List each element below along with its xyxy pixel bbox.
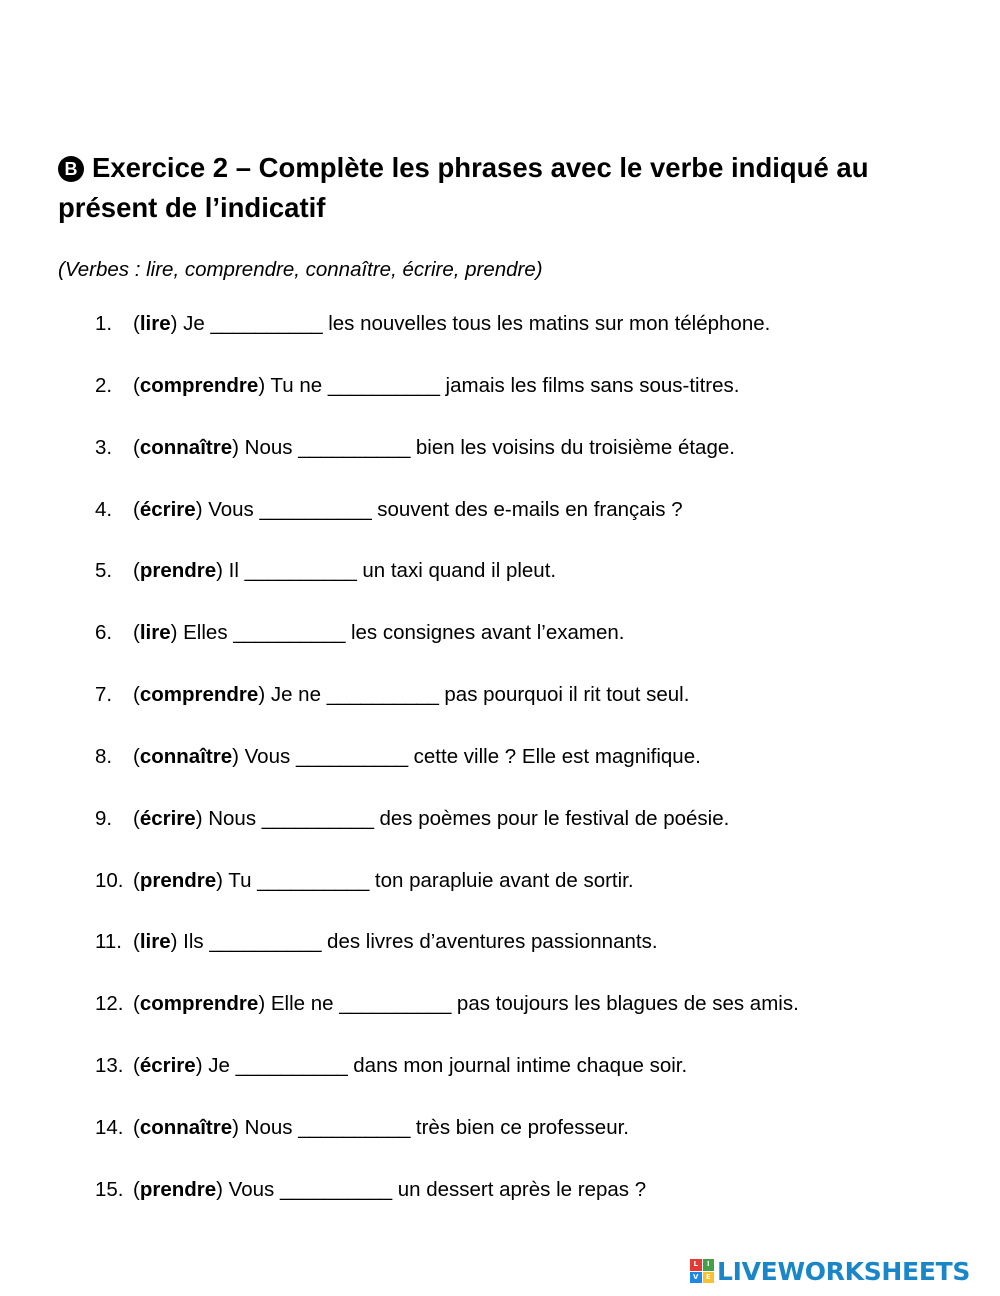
item-subject: Nous [238,1115,299,1139]
exercise-title-text: Exercice 2 – Complète les phrases avec le verbe indiqué au présent de l’indicatif [58,152,869,223]
item-rest: les consignes avant l’examen. [345,621,625,645]
item-sentence: (connaître) Nous __________ très bien ce professeur. [133,1115,629,1139]
answer-blank[interactable]: __________ [279,1177,392,1201]
item-rest: les nouvelles tous les matins sur mon téléphone. [322,312,771,335]
item-subject: Vous [222,1177,280,1201]
item-sentence: (connaître) Nous __________ bien les voisins du troisième étage. [133,435,735,459]
item-number: 8. [95,744,113,768]
exercise-item [0,372,1000,434]
exercise-item [0,1176,1000,1238]
item-verb: connaître [139,435,233,459]
exercise-title [58,148,958,228]
answer-blank[interactable]: __________ [327,373,440,397]
exercise-item [0,681,1000,743]
item-sentence: (lire) Je __________ les nouvelles tous les matins sur mon téléphone. [133,312,771,335]
exercise-list [0,310,1000,1238]
logo-text: LIVEWORKSHEETS [717,1256,971,1286]
exercise-item [0,619,1000,681]
item-number: 13. [95,1054,124,1078]
exercise-item [0,805,1000,867]
item-verb: prendre [139,868,217,892]
item-number: 4. [95,497,113,521]
item-subject: Nous [202,806,262,830]
answer-blank[interactable]: __________ [298,1115,411,1139]
item-subject: Vous [202,497,260,521]
item-sentence: (écrire) Vous __________ souvent des e-mails en français ? [133,497,683,521]
item-rest: un dessert après le repas ? [392,1177,647,1201]
item-rest: un taxi quand il pleut. [356,559,557,583]
item-number: 1. [95,312,113,335]
answer-blank[interactable]: __________ [244,559,357,583]
item-number: 2. [95,373,113,397]
item-rest: jamais les films sans sous-titres. [439,373,740,397]
item-subject: Nous [238,435,299,459]
answer-blank[interactable]: __________ [295,744,408,768]
item-verb: écrire [139,806,196,830]
answer-blank[interactable]: __________ [210,312,323,335]
item-sentence: (lire) Ils __________ des livres d’aventures passionnants. [133,930,658,954]
item-sentence: (prendre) Il __________ un taxi quand il pleut. [133,559,557,583]
item-verb: écrire [139,497,196,521]
answer-blank[interactable]: __________ [261,806,374,830]
exercise-item [0,434,1000,496]
item-verb: connaître [139,744,233,768]
answer-blank[interactable]: __________ [339,992,452,1016]
logo-mark-tile: V [690,1272,702,1284]
item-number: 5. [95,559,113,583]
item-verb: comprendre [139,992,259,1016]
exercise-item [0,1114,1000,1176]
item-subject: Il [222,559,245,583]
item-sentence: (lire) Elles __________ les consignes avant l’examen. [133,621,625,645]
answer-blank[interactable]: __________ [298,435,411,459]
item-rest: dans mon journal intime chaque soir. [347,1054,688,1078]
item-number: 9. [95,806,113,830]
item-number: 12. [95,992,124,1016]
exercise-item [0,496,1000,558]
item-verb: lire [139,930,171,954]
item-subject: Je [202,1054,236,1078]
item-sentence: (prendre) Vous __________ un dessert après le repas ? [133,1177,647,1201]
item-verb: écrire [139,1054,196,1078]
item-verb: prendre [139,559,217,583]
item-rest: très bien ce professeur. [410,1115,629,1139]
liveworksheets-mark-icon [690,1259,714,1283]
item-rest: des livres d’aventures passionnants. [321,930,658,954]
item-rest: cette ville ? Elle est magnifique. [407,744,701,768]
item-verb: comprendre [139,373,259,397]
item-subject: Elle ne [265,992,340,1016]
item-subject: Elles [177,621,234,645]
item-verb: comprendre [139,683,259,707]
item-verb: lire [139,621,171,645]
item-rest: bien les voisins du troisième étage. [410,435,735,459]
answer-blank[interactable]: __________ [257,868,370,892]
answer-blank[interactable]: __________ [233,621,346,645]
item-subject: Vous [238,744,296,768]
item-rest: pas pourquoi il rit tout seul. [438,683,690,707]
logo-mark-tile: L [690,1259,702,1271]
item-subject: Tu [222,868,258,892]
item-number: 10. [95,868,124,892]
exercise-item [0,743,1000,805]
item-verb: connaître [139,1115,233,1139]
item-subject: Tu ne [265,373,328,397]
item-verb: lire [139,312,171,335]
item-subject: Ils [177,930,210,954]
exercise-item [0,928,1000,990]
item-sentence: (comprendre) Tu ne __________ jamais les films sans sous-titres. [133,373,740,397]
item-sentence: (connaître) Vous __________ cette ville ? Elle est magnifique. [133,744,701,768]
answer-blank[interactable]: __________ [235,1054,348,1078]
logo-mark-tile: I [703,1259,715,1271]
item-rest: ton parapluie avant de sortir. [369,868,634,892]
logo-mark-tile: E [703,1272,715,1284]
item-verb: prendre [139,1177,217,1201]
item-number: 7. [95,683,113,707]
answer-blank[interactable]: __________ [209,930,322,954]
item-number: 11. [95,930,122,954]
exercise-item [0,867,1000,929]
item-sentence: (prendre) Tu __________ ton parapluie avant de sortir. [133,868,634,892]
exercise-item [0,557,1000,619]
exercise-item [0,1052,1000,1114]
item-number: 3. [95,435,113,459]
item-number: 14. [95,1115,124,1139]
liveworksheets-logo [690,1253,970,1289]
item-subject: Je ne [265,683,327,707]
exercise-item [0,990,1000,1052]
item-sentence: (comprendre) Je ne __________ pas pourquoi il rit tout seul. [133,683,690,707]
item-rest: souvent des e-mails en français ? [371,497,683,521]
verbs-hint: (Verbes : lire, comprendre, connaître, écrire, prendre) [58,258,543,281]
exercise-item [0,310,1000,372]
answer-blank[interactable]: __________ [259,497,372,521]
exercise-marker-icon: B [58,156,84,182]
item-sentence: (écrire) Nous __________ des poèmes pour le festival de poésie. [133,806,730,830]
item-number: 6. [95,621,113,645]
answer-blank[interactable]: __________ [326,683,439,707]
item-sentence: (comprendre) Elle ne __________ pas toujours les blagues de ses amis. [133,992,799,1016]
item-rest: pas toujours les blagues de ses amis. [451,992,799,1016]
item-rest: des poèmes pour le festival de poésie. [373,806,730,830]
item-sentence: (écrire) Je __________ dans mon journal intime chaque soir. [133,1054,688,1078]
item-number: 15. [95,1177,124,1201]
item-subject: Je [177,312,211,335]
